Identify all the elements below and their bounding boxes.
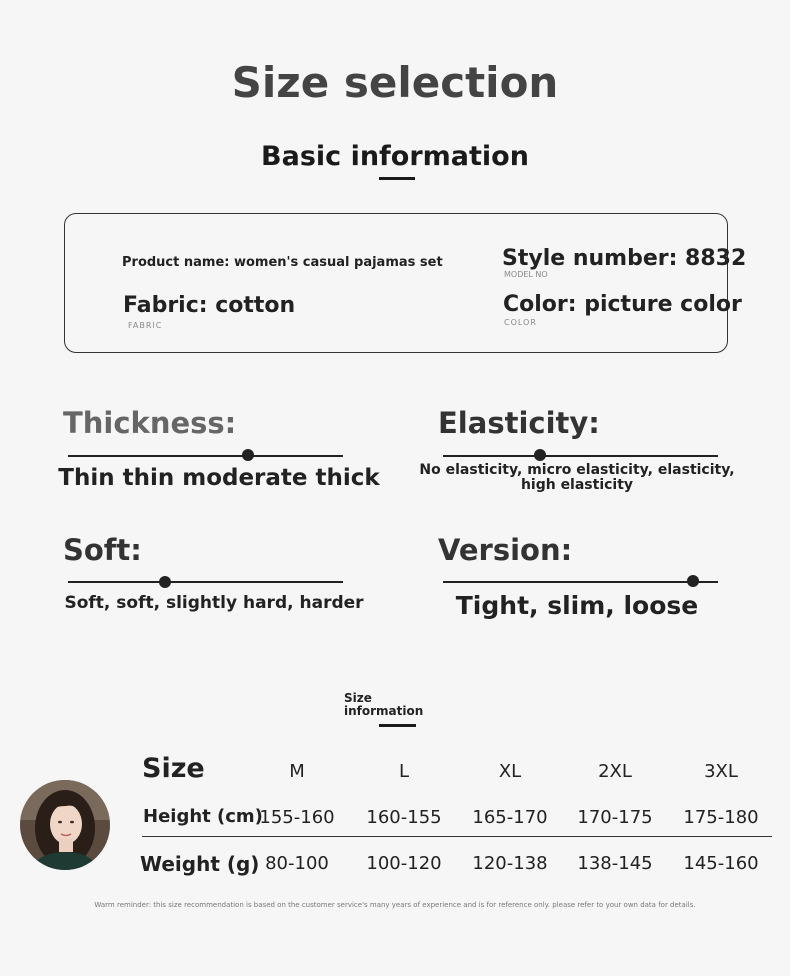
thickness-values: Thin thin moderate thick [58,465,380,491]
version-values: Tight, slim, loose [455,591,699,620]
style-number: Style number: 8832 [502,246,747,271]
color-caption: COLOR [504,318,537,327]
height-cell: 175-180 [683,807,759,828]
style-caption: MODEL NO [504,270,548,279]
fabric: Fabric: cotton [123,293,296,318]
thickness-indicator [242,449,254,461]
size-col: 2XL [598,761,632,782]
height-cell: 155-160 [259,807,335,828]
size-info-caption [344,692,423,718]
weight-cell: 138-145 [577,853,653,874]
product-name: Product name: women's casual pajamas set [122,255,443,270]
height-cell: 170-175 [577,807,653,828]
weight-cell: 80-100 [265,853,329,874]
color: Color: picture color [503,292,742,317]
title-underline [379,177,415,180]
size-col: L [398,761,410,782]
height-row-label: Height (cm) [143,806,263,827]
weight-cell: 120-138 [472,853,548,874]
table-divider [142,836,772,837]
version-indicator [687,575,699,587]
size-col: 3XL [704,761,738,782]
soft-label: Soft: [63,533,142,567]
section-title-basic-info: Basic information [261,141,529,172]
version-label: Version: [438,533,573,567]
basic-info-card [64,213,728,353]
height-cell: 160-155 [366,807,442,828]
fabric-caption: FABRIC [128,321,163,330]
thickness-label: Thickness: [63,406,237,440]
elasticity-values: No elasticity, micro elasticity, elasticity, high elasticity [419,462,735,493]
weight-cell: 100-120 [366,853,442,874]
model-portrait-image [20,780,110,870]
warm-reminder: Warm reminder: this size recommendation is based on the customer service's many years of experience and is for reference only. please refer to your own data for details. [94,901,696,909]
weight-cell: 145-160 [683,853,759,874]
soft-scale [68,581,343,583]
size-col: XL [498,761,522,782]
weight-row-label: Weight (g) [140,852,260,876]
size-caption-underline [379,724,416,727]
model-avatar [20,780,110,870]
elasticity-label: Elasticity: [438,406,600,440]
version-scale [443,581,718,583]
height-cell: 165-170 [472,807,548,828]
soft-values: Soft, soft, slightly hard, harder [64,593,364,613]
elasticity-indicator [534,449,546,461]
page-title: Size selection [231,58,559,107]
size-info-caption-line1: Size [344,691,372,705]
elasticity-scale [443,455,718,457]
thickness-scale [68,455,343,457]
size-info-caption-line2: information [344,704,424,718]
size-col: M [289,761,305,782]
size-header-label: Size [142,753,205,784]
soft-indicator [159,576,171,588]
